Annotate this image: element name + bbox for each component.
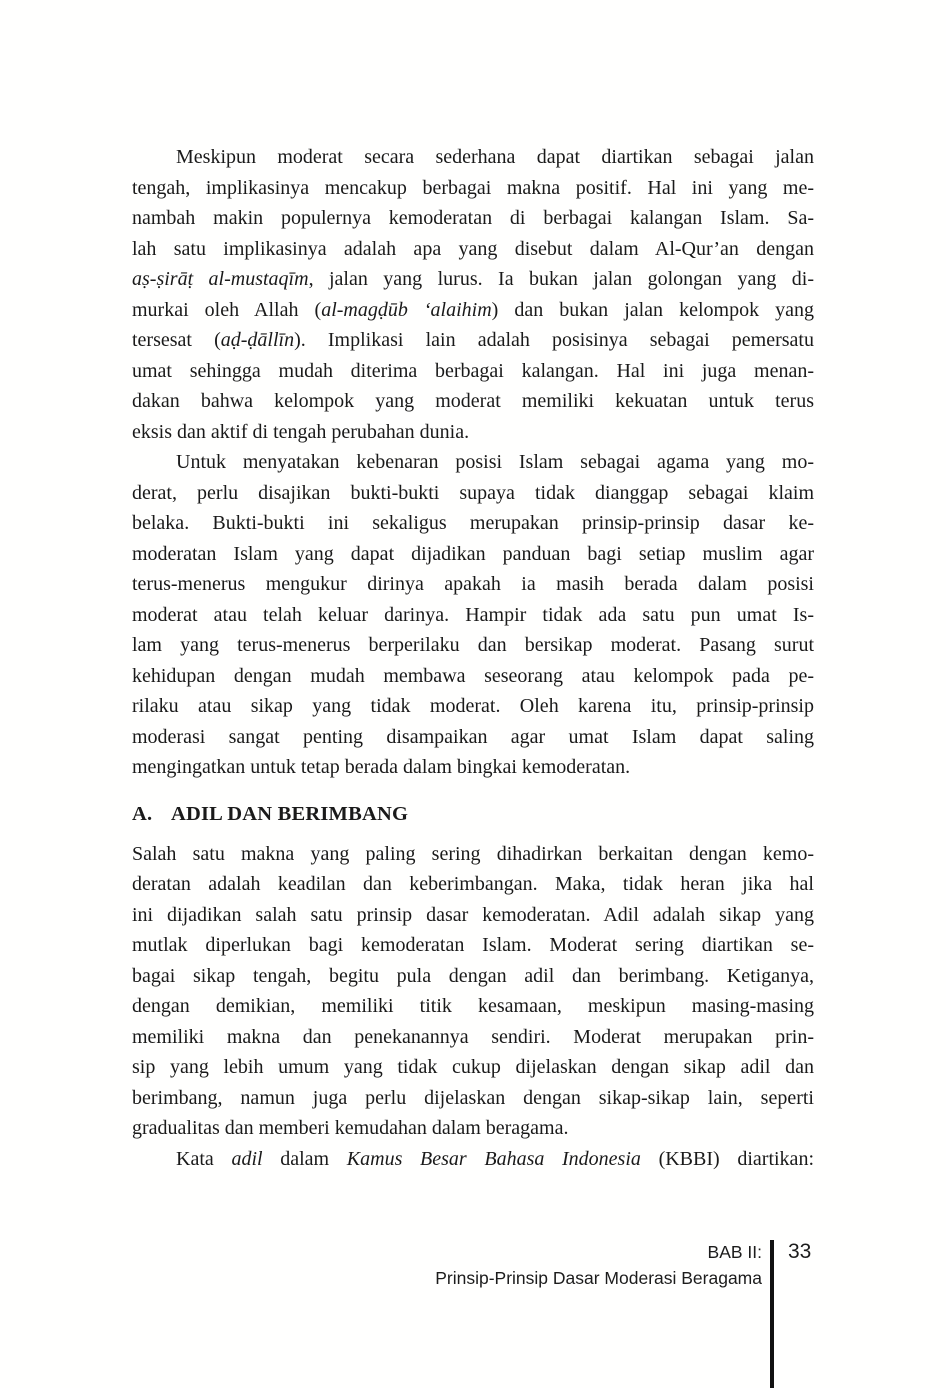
text-segment: ini dijadikan salah satu prinsip dasar kemoderatan. Adil adalah sikap yang <box>132 903 814 926</box>
text-segment: tersesat ( <box>132 329 221 351</box>
text-line <box>132 722 814 753</box>
text-segment: ) dan bukan jalan kelompok yang <box>491 298 815 321</box>
text-segment: derat, perlu disajikan bukti-bukti supaya tidak dianggap sebagai klaim <box>132 481 814 504</box>
text-line <box>132 386 814 417</box>
text-segment: gradualitas dan memberi kemudahan dalam beragama. <box>132 1117 569 1139</box>
text-line <box>132 234 814 265</box>
text-line <box>132 508 814 539</box>
text-line <box>132 661 814 692</box>
text-segment: sip yang lebih umum yang tidak cukup dijelaskan dengan sikap adil dan <box>132 1056 814 1078</box>
text-segment: Kata <box>176 1147 232 1170</box>
text-segment: murkai oleh Allah ( <box>132 298 322 321</box>
text-line <box>132 752 814 783</box>
text-line <box>132 1083 814 1114</box>
text-segment: lah satu implikasinya adalah apa yang disebut dalam Al-Qur’an dengan <box>132 237 814 260</box>
text-line <box>132 325 814 356</box>
text-line <box>132 417 814 448</box>
footer-divider-bar <box>770 1240 774 1388</box>
page-number: 33 <box>788 1240 812 1263</box>
text-segment: nambah makin populernya kemoderatan di berbagai kalangan Islam. Sa- <box>132 207 814 229</box>
text-line <box>132 961 814 992</box>
text-line <box>132 1022 814 1053</box>
text-line <box>132 447 814 478</box>
text-line <box>132 569 814 600</box>
text-segment: lam yang terus-menerus berperilaku dan bersikap moderat. Pasang surut <box>132 634 814 656</box>
text-segment: kehidupan dengan mudah membawa seseorang atau kelompok pada pe- <box>132 664 814 687</box>
text-line <box>132 478 814 509</box>
text-segment: terus-menerus mengukur dirinya apakah ia masih berada dalam posisi <box>132 573 814 595</box>
text-line <box>132 142 814 173</box>
text-segment: dengan demikian, memiliki titik kesamaan, meskipun masing-masing <box>132 995 814 1017</box>
text-line <box>132 1113 814 1144</box>
text-segment: eksis dan aktif di tengah perubahan dunia. <box>132 420 470 443</box>
text-segment: mutlak diperlukan bagi kemoderatan Islam. Moderat sering diartikan se- <box>132 934 814 956</box>
italic-text-segment: al-magḍūb ‘alaihim <box>321 298 492 321</box>
text-line <box>132 900 814 931</box>
text-line <box>132 539 814 570</box>
italic-text-segment: aḍ-ḍāllīn <box>220 329 295 351</box>
text-line <box>132 1144 814 1175</box>
footer-chapter-label: BAB II: <box>707 1242 762 1262</box>
text-line <box>132 173 814 204</box>
text-segment: moderat atau telah keluar darinya. Hampir tidak ada satu pun umat Is- <box>132 603 814 626</box>
italic-text-segment: adil <box>231 1147 263 1170</box>
section-heading-text: ADIL DAN BERIMBANG <box>171 802 409 825</box>
text-segment: rilaku atau sikap yang tidak moderat. Oleh karena itu, prinsip-prinsip <box>132 695 814 717</box>
text-segment: dakan bahwa kelompok yang moderat memiliki kekuatan untuk terus <box>132 390 814 412</box>
text-segment: Meskipun moderat secara sederhana dapat diartikan sebagai jalan <box>176 146 814 168</box>
text-segment: (KBBI) diartikan: <box>640 1147 814 1170</box>
text-segment: umat sehingga mudah diterima berbagai kalangan. Hal ini juga menan- <box>132 359 814 382</box>
text-segment: moderatan Islam yang dapat dijadikan panduan bagi setiap muslim agar <box>132 542 814 565</box>
text-line <box>132 691 814 722</box>
text-segment: belaka. Bukti-bukti ini sekaligus merupakan prinsip-prinsip dasar ke- <box>132 512 814 534</box>
text-line <box>132 991 814 1022</box>
text-segment: berimbang, namun juga perlu dijelaskan dengan sikap-sikap lain, seperti <box>132 1086 814 1109</box>
text-line <box>132 600 814 631</box>
italic-text-segment: aṣ-ṣirāṭ al-mustaqīm <box>132 268 309 290</box>
section-heading <box>132 799 814 830</box>
text-segment: , jalan yang lurus. Ia bukan jalan golongan yang di- <box>308 268 814 290</box>
text-segment: memiliki makna dan penekanannya sendiri. Moderat merupakan prin- <box>132 1025 814 1048</box>
italic-text-segment: Kamus Besar Bahasa Indonesia <box>346 1147 641 1170</box>
text-line <box>132 1052 814 1083</box>
page-text-column <box>132 142 814 1174</box>
text-line <box>132 264 814 295</box>
text-line <box>132 295 814 326</box>
text-line <box>132 356 814 387</box>
section-heading-label: A. <box>132 802 153 825</box>
text-line <box>132 930 814 961</box>
text-segment: tengah, implikasinya mencakup berbagai makna positif. Hal ini yang me- <box>132 176 814 199</box>
text-segment: deratan adalah keadilan dan keberimbangan. Maka, tidak heran jika hal <box>132 873 814 895</box>
text-segment: Salah satu makna yang paling sering dihadirkan berkaitan dengan kemo- <box>132 842 814 865</box>
text-segment: dalam <box>262 1147 347 1170</box>
text-segment: moderasi sangat penting disampaikan agar umat Islam dapat saling <box>132 725 814 748</box>
footer-chapter-title: Prinsip-Prinsip Dasar Moderasi Beragama <box>435 1268 762 1288</box>
text-segment: bagai sikap tengah, begitu pula dengan adil dan berimbang. Ketiganya, <box>132 964 814 987</box>
text-line <box>132 630 814 661</box>
text-line <box>132 203 814 234</box>
text-segment: mengingatkan untuk tetap berada dalam bingkai kemoderatan. <box>132 756 631 778</box>
footer-chapter-block <box>342 1239 762 1291</box>
text-segment: Untuk menyatakan kebenaran posisi Islam sebagai agama yang mo- <box>176 451 814 473</box>
text-line <box>132 839 814 870</box>
text-segment: ). Implikasi lain adalah posisinya sebagai pemersatu <box>294 329 814 351</box>
text-line <box>132 869 814 900</box>
